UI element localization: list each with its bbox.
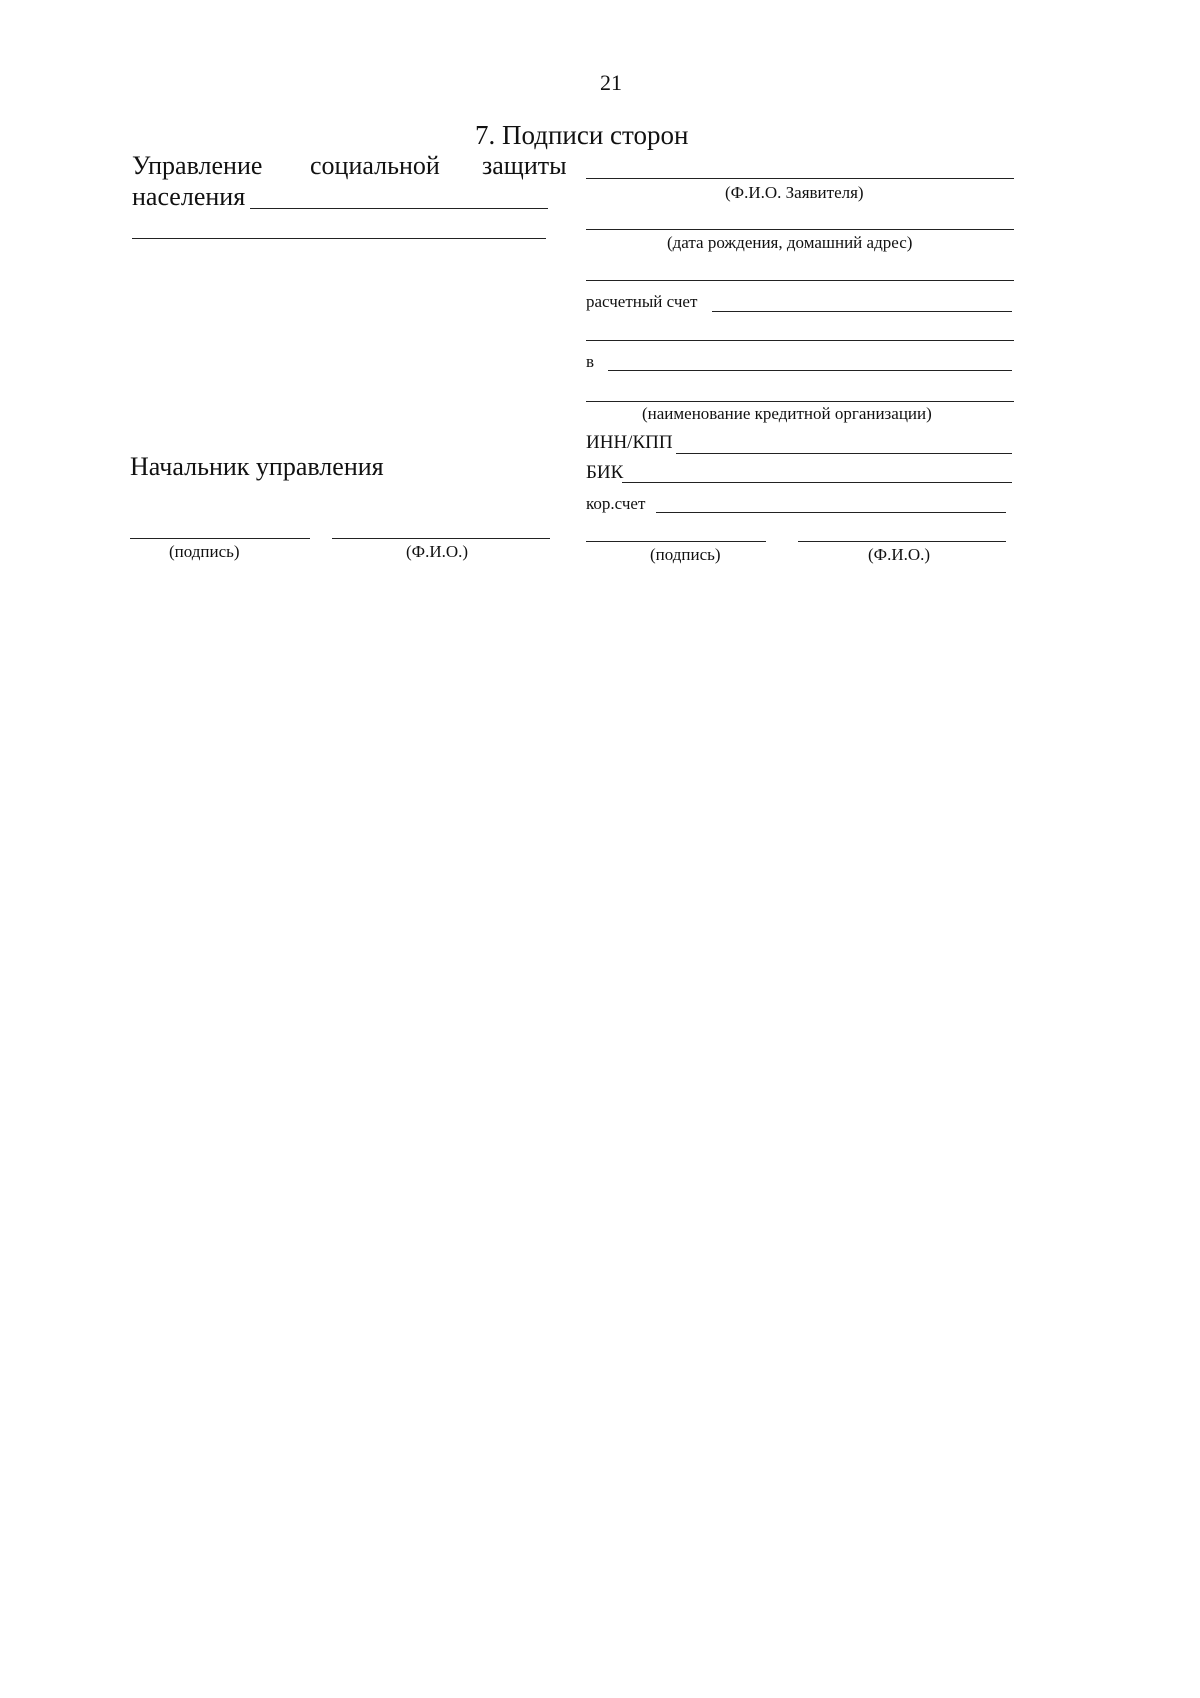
credit-org-caption: (наименование кредитной организации) xyxy=(642,404,932,423)
org-name-word-3: защиты xyxy=(482,151,567,180)
page-number: 21 xyxy=(600,70,622,95)
right-name-line[interactable] xyxy=(798,541,1006,542)
corr-account-line[interactable] xyxy=(656,512,1006,513)
credit-org-line[interactable] xyxy=(586,401,1014,402)
right-name-caption: (Ф.И.О.) xyxy=(868,545,931,564)
bank-line[interactable] xyxy=(608,370,1012,371)
left-signature-line[interactable] xyxy=(130,538,310,539)
applicant-name-line[interactable] xyxy=(586,178,1014,179)
left-signature-caption: (подпись) xyxy=(169,542,240,561)
bik-label: БИК xyxy=(586,462,624,483)
right-signature-caption: (подпись) xyxy=(650,545,721,564)
org-name-word-2: социальной xyxy=(310,151,440,180)
org-name-blank-line[interactable] xyxy=(250,208,548,209)
applicant-caption: (Ф.И.О. Заявителя) xyxy=(725,183,864,202)
corr-account-label: кор.счет xyxy=(586,494,646,513)
bank-prefix: в xyxy=(586,352,595,371)
right-signature-line[interactable] xyxy=(586,541,766,542)
account-line[interactable] xyxy=(712,311,1012,312)
birth-address-caption: (дата рождения, домашний адрес) xyxy=(667,233,913,252)
org-name-word-1: Управление xyxy=(132,151,263,180)
left-name-line[interactable] xyxy=(332,538,550,539)
org-extra-blank-line[interactable] xyxy=(132,238,546,239)
account-label: расчетный счет xyxy=(586,292,698,311)
section-title: 7. Подписи сторон xyxy=(475,120,689,150)
birth-address-line[interactable] xyxy=(586,229,1014,230)
account-extra-line[interactable] xyxy=(586,340,1014,341)
head-title: Начальник управления xyxy=(130,452,384,481)
address-extra-line[interactable] xyxy=(586,280,1014,281)
inn-line[interactable] xyxy=(676,453,1012,454)
inn-label: ИНН/КПП xyxy=(586,432,673,453)
bik-line[interactable] xyxy=(622,482,1012,483)
org-name-word-4: населения xyxy=(132,182,246,211)
left-name-caption: (Ф.И.О.) xyxy=(406,542,469,561)
